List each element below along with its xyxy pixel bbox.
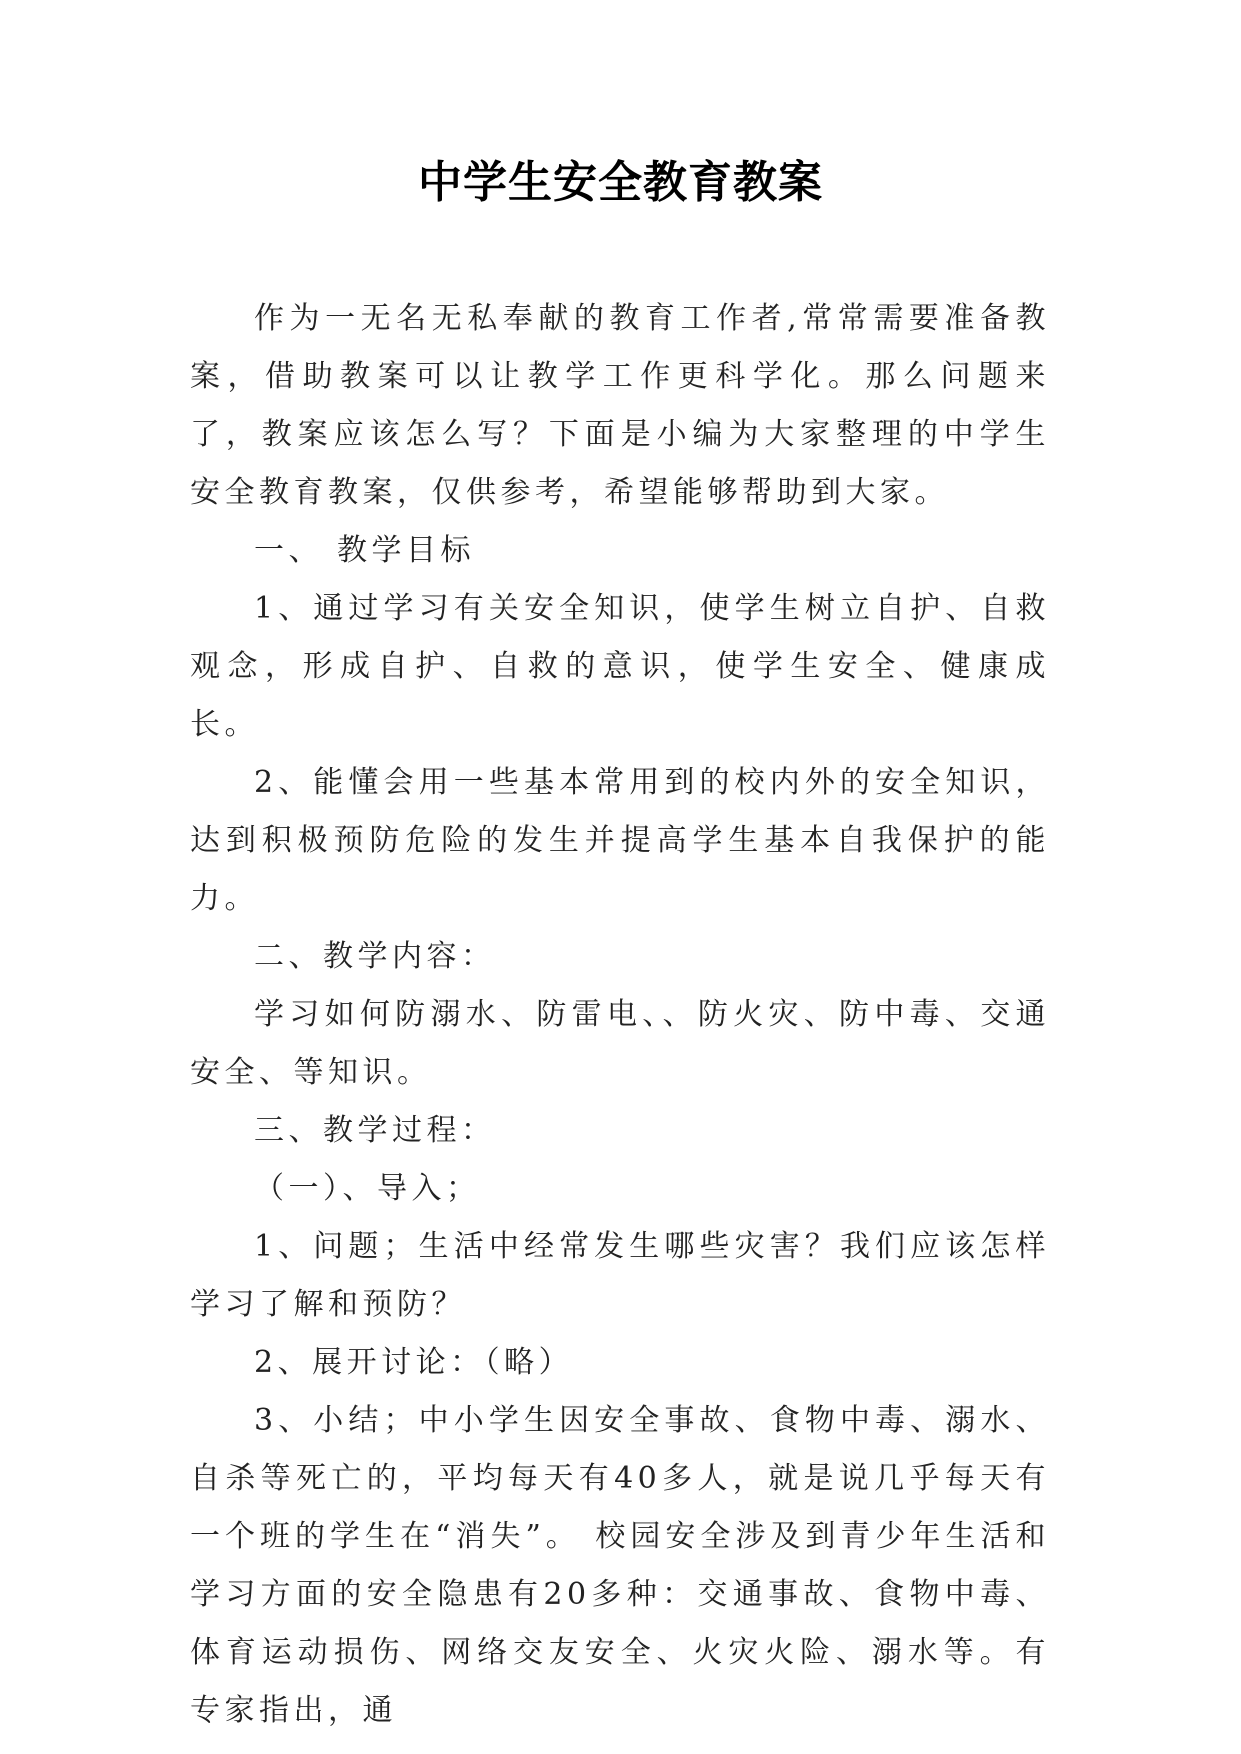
subsection-heading-introduction: （一）、导入； [254, 1171, 481, 1206]
paragraph-discussion: 2、展开讨论：（略） [254, 1345, 574, 1380]
paragraph-summary: 3、小结；中小学生因安全事故、食物中毒、溺水、自杀等死亡的，平均每天有40多人，就是说几乎每天有一个班的学生在“消失”。 校园安全涉及到青少年生活和学习方面的安全隐患有20多种：交通事故、食物中毒、体育运动损伤、网络交友安全、火灾火险、溺水等。有专家指出，通 [190, 1403, 1050, 1728]
paragraph-content: 学习如何防溺水、防雷电、、防火灾、防中毒、交通安全、等知识。 [190, 997, 1050, 1090]
document-body [190, 290, 1050, 1740]
document-title: 中学生安全教育教案 [418, 157, 823, 208]
section-heading-teaching-content: 二、教学内容： [254, 939, 496, 974]
section-heading-teaching-goals: 一、 教学目标 [254, 533, 476, 568]
paragraph-goal-1: 1、通过学习有关安全知识，使学生树立自护、自救观念，形成自护、自救的意识，使学生安全、健康成长。 [190, 591, 1050, 742]
paragraph-question: 1、问题；生活中经常发生哪些灾害？我们应该怎样学习了解和预防？ [190, 1229, 1050, 1322]
paragraph-intro: 作为一无名无私奉献的教育工作者,常常需要准备教案，借助教案可以让教学工作更科学化。那么问题来了，教案应该怎么写？下面是小编为大家整理的中学生安全教育教案，仅供参考，希望能够帮助到大家。 [190, 301, 1050, 510]
paragraph-goal-2: 2、能懂会用一些基本常用到的校内外的安全知识，达到积极预防危险的发生并提高学生基本自我保护的能力。 [190, 765, 1050, 916]
section-heading-teaching-process: 三、教学过程： [254, 1113, 496, 1148]
